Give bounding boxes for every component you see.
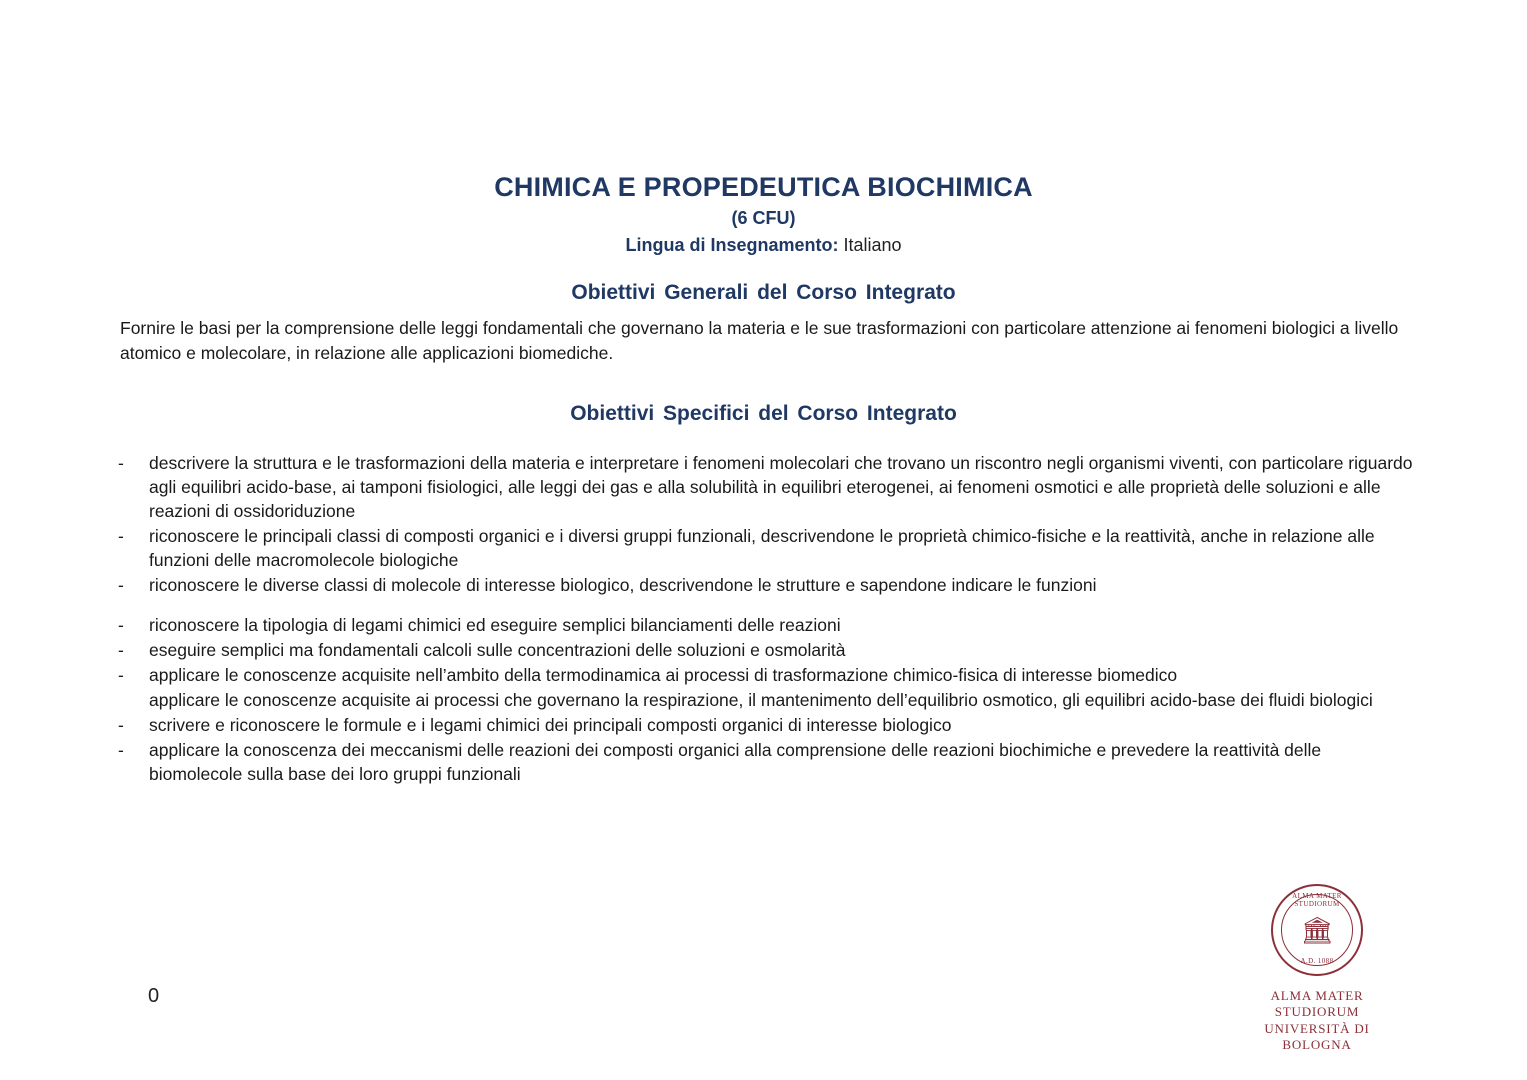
course-title: CHIMICA E PROPEDEUTICA BIOCHIMICA bbox=[494, 172, 1033, 202]
list-item bbox=[118, 452, 1418, 524]
bullet-dash: - bbox=[118, 639, 124, 660]
list-item bbox=[118, 525, 1418, 573]
page-number: 0 bbox=[148, 985, 160, 1007]
list-item-text: applicare le conoscenze acquisite ai processi che governano la respirazione, il mantenimento dell’equilibrio osmotico, gli equilibri acido-base dei fluidi biologici bbox=[149, 689, 1373, 710]
list-item bbox=[118, 739, 1418, 787]
logo-text-line-1: ALMA MATER STUDIORUM bbox=[1270, 988, 1364, 1019]
list-item-text: eseguire semplici ma fondamentali calcoli sulle concentrazioni delle soluzioni e osmolarità bbox=[149, 639, 846, 660]
list-item-text: riconoscere le diverse classi di molecole di interesse biologico, descrivendone le strutture e sapendone indicare le funzioni bbox=[149, 574, 1097, 595]
general-objectives-paragraph: Fornire le basi per la comprensione delle leggi fondamentali che governano la materia e le sue trasformazioni con particolare attenzione ai fenomeni biologici a livello atomico e molecolare, in relazione alle applicazioni biomediche. bbox=[120, 318, 1399, 364]
list-item bbox=[118, 614, 1418, 638]
list-item-text: scrivere e riconoscere le formule e i legami chimici dei principali composti organici di interesse biologico bbox=[149, 714, 952, 735]
section-heading-general-objectives: Obiettivi Generali del Corso Integrato bbox=[571, 281, 956, 304]
bullet-dash: - bbox=[118, 615, 124, 635]
seal-building-icon: 🏛 bbox=[1300, 915, 1334, 945]
teaching-language-value: Italiano bbox=[838, 235, 902, 256]
seal-top-text: ALMA MATER STUDIORUM bbox=[1292, 892, 1342, 908]
title-block bbox=[0, 172, 1527, 256]
list-item bbox=[118, 574, 1418, 598]
teaching-language-label: Lingua di Insegnamento: bbox=[625, 235, 839, 256]
list-item-text: riconoscere la tipologia di legami chimici ed eseguire semplici bilanciamenti delle reazioni bbox=[149, 615, 841, 635]
specific-objectives-list-two bbox=[118, 614, 1418, 788]
list-item-text: applicare le conoscenze acquisite nell’ambito della termodinamica ai processi di trasformazione chimico-fisica di interesse biomedico bbox=[149, 664, 1178, 685]
list-item bbox=[118, 689, 1418, 713]
specific-objectives-list-one bbox=[118, 452, 1418, 599]
course-credits: (6 CFU) bbox=[731, 208, 796, 229]
university-logo bbox=[1232, 884, 1402, 1053]
list-item bbox=[118, 664, 1418, 688]
list-item bbox=[118, 639, 1418, 663]
list-item-text: riconoscere le principali classi di composti organici e i diversi gruppi funzionali, descrivendone le proprietà chimico-fisiche e la reattività, anche in relazione alle funzioni delle macromolecole biologiche bbox=[149, 525, 1375, 570]
university-seal-icon bbox=[1271, 884, 1363, 976]
section-heading-specific-objectives: Obiettivi Specifici del Corso Integrato bbox=[570, 402, 957, 425]
logo-text-line-2: UNIVERSITÀ DI BOLOGNA bbox=[1264, 1021, 1370, 1052]
bullet-dash: - bbox=[118, 525, 124, 546]
teaching-language bbox=[0, 235, 1527, 256]
list-item bbox=[118, 714, 1418, 738]
bullet-dash: - bbox=[118, 739, 124, 760]
bullet-dash: - bbox=[118, 714, 124, 735]
bullet-dash: - bbox=[118, 664, 124, 685]
seal-bottom-text: A.D. 1088 bbox=[1300, 957, 1334, 965]
bullet-dash: - bbox=[118, 453, 124, 473]
bullet-dash: - bbox=[118, 574, 124, 595]
list-item-text: descrivere la struttura e le trasformazioni della materia e interpretare i fenomeni molecolari che trovano un riscontro negli organismi viventi, con particolare riguardo agli equilibri acido-base, ai tamponi fisiologici, alle leggi dei gas e alla solubilità in equilibri eterogenei, ai fenomeni osmotici e alle proprietà delle soluzioni e alle reazioni di ossidoriduzione bbox=[149, 453, 1413, 521]
list-item-text: applicare la conoscenza dei meccanismi delle reazioni dei composti organici alla comprensione delle reazioni biochimiche e prevedere la reattività delle biomolecole sulla base dei loro gruppi funzionali bbox=[149, 739, 1322, 784]
